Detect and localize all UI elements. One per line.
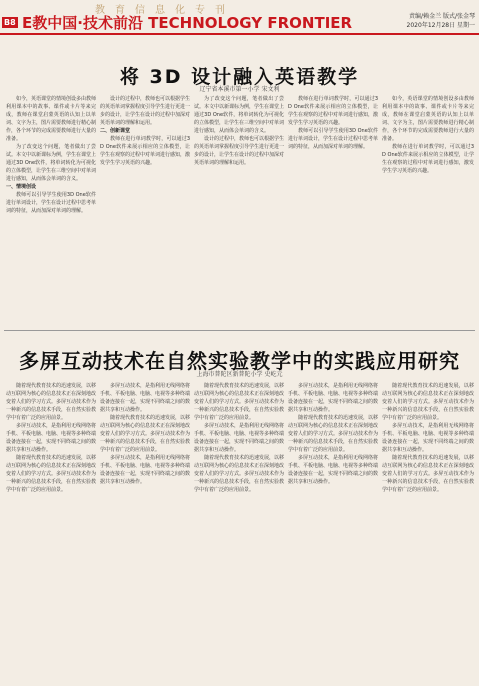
- article2-column-5: [382, 382, 474, 682]
- section-title: E教中国·技术前沿 TECHNOLOGY FRONTIER: [22, 14, 353, 32]
- paragraph: 随着现代教育技术的迅速发展，以移动互联网为核心的信息技术正在深刻地改变着人们的学习方式。多屏互动技术作为一种新兴的信息技术手段，在自然实验教学中有着广泛的应用前景。: [382, 383, 474, 421]
- paragraph: 为了改变这个问题，笔者做出了尝试。本文中以新课标为例，学生在课堂上通过3D One软件，将单词转化为可视化的立体模型，让学生在三维空间中对单词进行感知，从而体会单词的含义。: [194, 96, 284, 134]
- paragraph: 为了改变这个问题，笔者做出了尝试。本文中以新课标为例，学生在课堂上通过3D One软件，将单词转化为可视化的立体模型，让学生在三维空间中对单词进行感知，从而体会单词的含义。: [6, 144, 96, 182]
- article1-column-5: [382, 95, 474, 320]
- article1-title: 将 3D 设计融入英语教学: [119, 66, 360, 88]
- paragraph: 教师在进行单词教学时，可以通过3D One软件来展示相应的立体模型，让学生在观察的过程中对单词进行感知，激发学生学习英语的兴趣。: [288, 96, 378, 126]
- paragraph: 多屏互动技术，是指利用无线网络将手机、平板电脑、电脑、电视等多种终端设备连接在一起，实现不同终端之间的数据共享和互动操作。: [288, 455, 378, 485]
- paragraph: 随着现代教育技术的迅速发展，以移动互联网为核心的信息技术正在深刻地改变着人们的学习方式。多屏互动技术作为一种新兴的信息技术手段，在自然实验教学中有着广泛的应用前景。: [288, 415, 378, 453]
- paragraph: 多屏互动技术，是指利用无线网络将手机、平板电脑、电脑、电视等多种终端设备连接在一起，实现不同终端之间的数据共享和互动操作。: [100, 383, 190, 413]
- article2-column-3: [194, 382, 284, 682]
- article2-column-4: [288, 382, 378, 682]
- article-divider: [4, 330, 475, 331]
- paragraph: 教师在进行单词教学时，可以通过3D One软件来展示相应的立体模型，让学生在观察的过程中对单词进行感知，激发学生学习英语的兴趣。: [100, 136, 190, 166]
- paragraph: 随着现代教育技术的迅速发展，以移动互联网为核心的信息技术正在深刻地改变着人们的学习方式。多屏互动技术作为一种新兴的信息技术手段，在自然实验教学中有着广泛的应用前景。: [6, 455, 96, 493]
- paragraph: 随着现代教育技术的迅速发展，以移动互联网为核心的信息技术正在深刻地改变着人们的学习方式。多屏互动技术作为一种新兴的信息技术手段，在自然实验教学中有着广泛的应用前景。: [194, 383, 284, 421]
- page-number-badge: B8: [4, 18, 16, 27]
- article2-column-1: [6, 382, 96, 682]
- paragraph: 教师在进行单词教学时，可以通过3D One软件来展示相应的立体模型，让学生在观察的过程中对单词进行感知，激发学生学习英语的兴趣。: [382, 144, 474, 174]
- article1-author: 辽宁省本溪市第一小学 宋文利: [199, 86, 280, 93]
- masthead: [0, 0, 479, 40]
- paragraph: 多屏互动技术，是指利用无线网络将手机、平板电脑、电脑、电视等多种终端设备连接在一起，实现不同终端之间的数据共享和互动操作。: [288, 383, 378, 413]
- issue-info: [315, 12, 475, 30]
- subheading: 二、创新课堂: [100, 128, 131, 134]
- date-line: 2020年12月28日 星期一: [406, 22, 475, 29]
- article1-column-4: [288, 95, 378, 320]
- paragraph: 如今，英语课堂的情境创设多由教师利用课本中的故事、课件或卡片等来完成，教师在课堂启蒙英语的认知上以单词、文字为主，图片需要教师进行精心制作，各个环节的完成需要教师进行大量的准备。: [6, 96, 96, 142]
- editor-line: 责编/赖金兰 版式/张金琴: [409, 13, 475, 20]
- article1-column-2: [100, 95, 190, 320]
- article1-column-3: [194, 95, 284, 320]
- paragraph: 多屏互动技术，是指利用无线网络将手机、平板电脑、电脑、电视等多种终端设备连接在一起，实现不同终端之间的数据共享和互动操作。: [6, 423, 96, 453]
- paragraph: 随着现代教育技术的迅速发展，以移动互联网为核心的信息技术正在深刻地改变着人们的学习方式。多屏互动技术作为一种新兴的信息技术手段，在自然实验教学中有着广泛的应用前景。: [194, 455, 284, 493]
- paragraph: 设计的过程中，教师也可以根据学生的英语单词掌握程度引导学生进行更进一步的设计，让学生在设计的过程中加深对英语单词的理解和运用。: [194, 136, 284, 166]
- paragraph: 设计的过程中，教师也可以根据学生的英语单词掌握程度引导学生进行更进一步的设计，让学生在设计的过程中加深对英语单词的理解和运用。: [100, 96, 190, 126]
- paragraph: 多屏互动技术，是指利用无线网络将手机、平板电脑、电脑、电视等多种终端设备连接在一起，实现不同终端之间的数据共享和互动操作。: [382, 423, 474, 453]
- paragraph: 多屏互动技术，是指利用无线网络将手机、平板电脑、电脑、电视等多种终端设备连接在一起，实现不同终端之间的数据共享和互动操作。: [194, 423, 284, 453]
- paragraph: 随着现代教育技术的迅速发展，以移动互联网为核心的信息技术正在深刻地改变着人们的学习方式。多屏互动技术作为一种新兴的信息技术手段，在自然实验教学中有着广泛的应用前景。: [6, 383, 96, 421]
- paragraph: 随着现代教育技术的迅速发展，以移动互联网为核心的信息技术正在深刻地改变着人们的学习方式。多屏互动技术作为一种新兴的信息技术手段，在自然实验教学中有着广泛的应用前景。: [100, 415, 190, 453]
- article2-column-2: [100, 382, 190, 682]
- article1-column-1: [6, 95, 96, 320]
- paragraph: 随着现代教育技术的迅速发展，以移动互联网为核心的信息技术正在深刻地改变着人们的学习方式。多屏互动技术作为一种新兴的信息技术手段，在自然实验教学中有着广泛的应用前景。: [382, 455, 474, 493]
- article2-author: 上海市普陀区新普陀小学 史屹元: [196, 371, 283, 378]
- article2-title: 多屏互动技术在自然实验教学中的实践应用研究: [19, 349, 460, 373]
- newspaper-brand: 教育信息化专刊: [95, 5, 235, 16]
- paragraph: 多屏互动技术，是指利用无线网络将手机、平板电脑、电脑、电视等多种终端设备连接在一起，实现不同终端之间的数据共享和互动操作。: [100, 455, 190, 485]
- subheading: 一、情境创设: [6, 184, 37, 190]
- masthead-rule: [0, 33, 479, 35]
- paragraph: 教师可以引导学生使用3D One软件进行单词设计，学生在设计过程中思考单词的特征，从而加深对单词的理解。: [288, 128, 378, 150]
- paragraph: 教师可以引导学生使用3D One软件进行单词设计，学生在设计过程中思考单词的特征，从而加深对单词的理解。: [6, 192, 96, 214]
- paragraph: 如今，英语课堂的情境创设多由教师利用课本中的故事、课件或卡片等来完成，教师在课堂启蒙英语的认知上以单词、文字为主，图片需要教师进行精心制作，各个环节的完成需要教师进行大量的准备。: [382, 96, 474, 142]
